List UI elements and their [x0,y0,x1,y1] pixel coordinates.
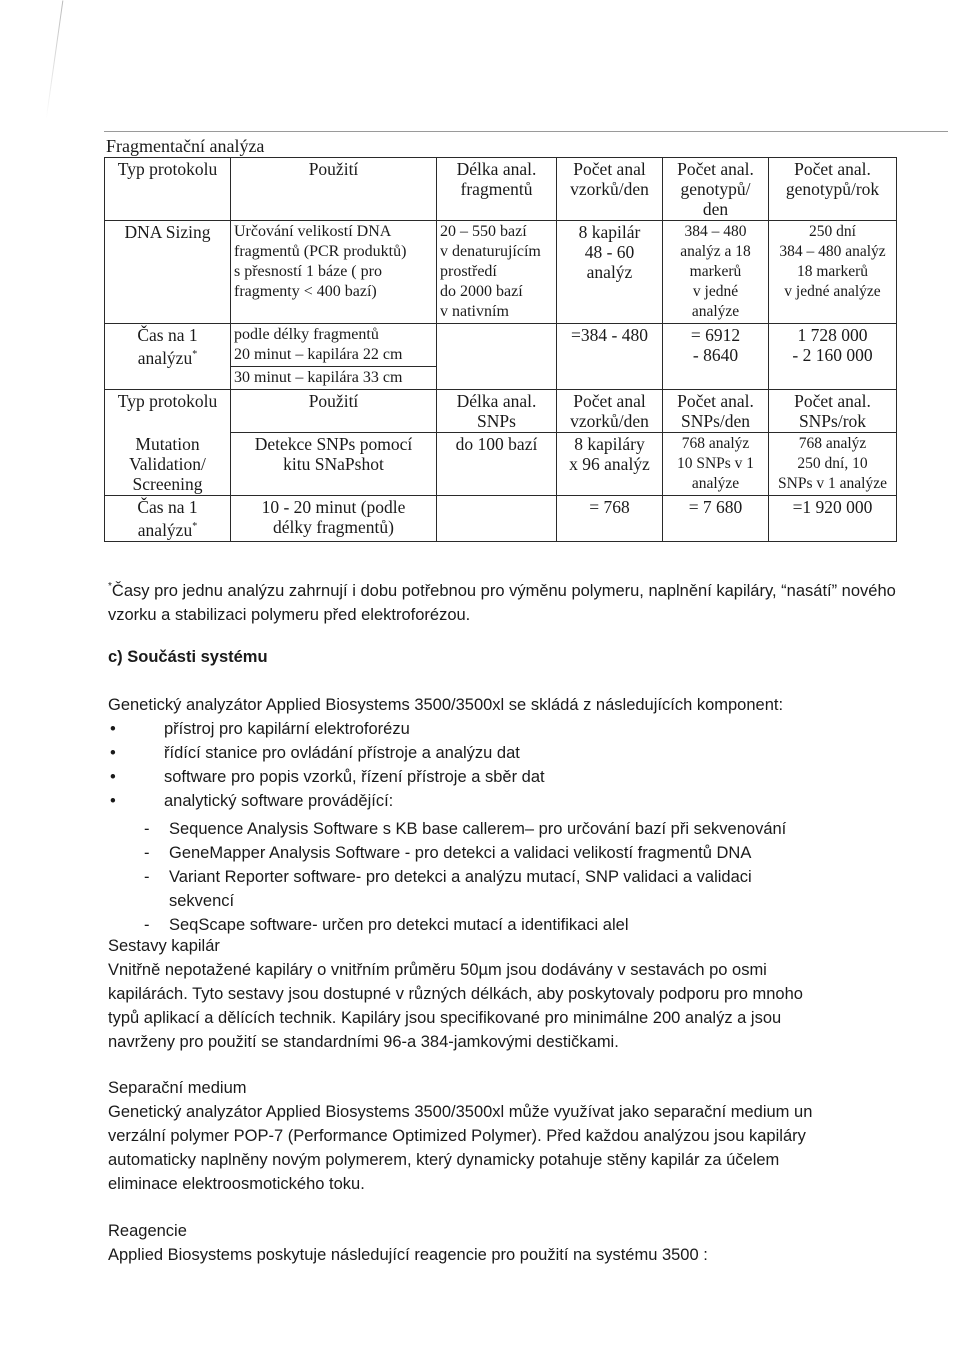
cell-text: - 8640 [692,345,739,365]
cell-text: =1 920 000 [792,497,873,517]
cell-text: SNPs [477,411,516,431]
header-cell [663,158,769,221]
cell-text: markerů [689,263,742,280]
cell-text: 48 - 60 [584,242,635,262]
cell-text: den [702,199,729,219]
cell-text: Typ protokolu [117,159,218,179]
section-heading: c) Součásti systému [108,648,268,666]
table-cell [105,496,231,542]
bullet-icon: • [110,768,116,786]
cell-text: genotypů/rok [785,179,880,199]
bullet-icon: • [110,720,116,738]
header-cell [437,390,557,433]
cell-text: Použití [308,391,359,411]
cell-text: 20 minut – kapilára 22 cm [234,346,403,363]
list-item-text: analytický software provádějící: [164,792,394,810]
table-cell [663,496,769,542]
table-cell [231,324,437,367]
list-item-text: řídící stanice pro ovládání přístroje a analýzu dat [164,744,520,762]
table-cell [769,496,897,542]
table-cell [231,367,437,390]
cell-text: 384 – 480 [684,223,747,240]
table-cell [437,433,557,496]
cell-text: Počet anal [573,159,646,179]
table-caption: Fragmentační analýza [106,136,265,156]
header-cell [105,390,231,433]
cell-text: 30 minut – kapilára 33 cm [234,369,403,386]
header-cell [231,158,437,221]
table-cell [105,433,231,496]
cell-text: 10 SNPs v 1 [676,455,755,472]
table-cell [231,221,437,324]
cell-text: Počet anal. [677,159,754,179]
cell-text: 250 dní [809,223,856,240]
table-row [105,390,897,433]
cell-text: vzorků/den [570,179,649,199]
table-cell [437,496,557,542]
cell-text: SNPs/den [680,411,751,431]
cell-text: - 2 160 000 [792,345,873,365]
cell-text: Počet anal. [794,159,871,179]
footnote-text: Časy pro jednu analýzu zahrnují i dobu potřebnou pro výměnu polymeru, naplnění kapiláry, “nasátí” nového vzorku a stabilizaci polymeru před elektroforézou. [108,582,896,624]
table-cell [557,433,663,496]
table-cell [769,324,897,390]
capillary-paragraph: Vnitřně nepotažené kapiláry o vnitřním průměru 50µm jsou dodávány v sestavách po osmi kapilárách. Tyto sestavy jsou dostupné v různých délkách, aby poskytovaly podporu pro mnoho typů aplikací a dělících technik. Kapiláry jsou specifikované pro minimálne 200 analýz a jsou navrženy pro použití se standardními 96-a 384-jamkovými destičkami. [108,961,803,1051]
cell-text: 18 markerů [796,263,868,280]
cell-text: analýz [586,262,633,282]
cell-text: Určování velikostí DNA [234,223,392,240]
cell-text: do 100 bazí [455,434,538,454]
cell-text: analýze [691,475,740,492]
header-cell [231,390,437,433]
table-cell [663,221,769,324]
medium-paragraph: Genetický analyzátor Applied Biosystems 3500/3500xl může využívat jako separační medium un verzální polymer POP-7 (Performance Optimized Polymer). Před každou analýzou jsou kapiláry automaticky naplněny novým polymerem, který dynamicky potahuje stěny kapilár za účelem eliminace elektroosmotického toku. [108,1103,813,1193]
footnote-marker: * [108,581,112,592]
cell-text: x 96 analýz [569,454,650,474]
cell-text: Typ protokolu [117,391,218,411]
reagent-section [108,1219,938,1267]
cell-text: analýz a 18 [680,243,751,260]
cell-text: Screening [132,473,203,494]
list-item [108,865,938,913]
cell-text: Detekce SNPs pomocí [254,434,413,454]
cell-text: v jedné [692,283,739,300]
cell-text: Počet anal. [794,391,871,411]
cell-text: vzorků/den [570,411,649,431]
footnote-marker: * [192,521,198,532]
cell-text: SNPs v 1 analýze [778,475,887,492]
cell-text: do 2000 bazí [440,283,523,300]
header-cell [557,390,663,433]
cell-text: Mutation [135,433,200,454]
table-cell [769,221,897,324]
table-cell [557,496,663,542]
table-row [105,221,897,324]
cell-text: = 768 [589,497,630,517]
header-rule [104,131,948,132]
list-item [108,741,545,765]
cell-text: analýze [691,303,740,320]
cell-text: 384 – 480 analýz [779,243,886,260]
cell-text: 768 analýz [798,435,867,452]
cell-text: kitu SNaPshot [283,454,384,474]
cell-text: v jedné analýze [784,283,881,300]
list-item-text: software pro popis vzorků, řízení přístroje a sběr dat [164,768,545,786]
cell-text: Použití [308,159,359,179]
cell-text: 8 kapiláry [574,434,645,454]
dash-icon: - [144,820,150,838]
footnote [108,575,938,627]
table-cell [231,433,437,496]
header-cell [769,158,897,221]
cell-text: DNA Sizing [124,222,211,242]
cell-text: Počet anal. [677,391,754,411]
cell-text: fragmenty < 400 bazí) [234,283,377,300]
cell-text: 10 - 20 minut (podle [261,497,406,517]
time-label: analýzu* [137,520,198,540]
bullet-icon: • [110,744,116,762]
cell-text: s přesností 1 báze ( pro [234,263,382,280]
cell-text: fragmentů (PCR produktů) [234,243,407,260]
medium-section [108,1076,853,1196]
list-item-text: Variant Reporter software- pro detekci a analýzu mutací, SNP validaci a validaci sekvencí [169,868,752,910]
software-list [108,817,938,937]
time-label: Čas na 1 [137,325,198,345]
component-list [108,717,545,813]
dash-icon: - [144,868,150,886]
table-cell [437,324,557,390]
table-cell [105,324,231,390]
list-item-text: Sequence Analysis Software s KB base callerem– pro určování bazí při sekvenování [169,820,787,838]
cell-text: 20 – 550 bazí [440,223,527,240]
list-item [108,765,545,789]
table-cell [105,221,231,324]
header-cell [105,158,231,221]
table-cell [437,221,557,324]
cell-text: v denaturujícím [440,243,541,260]
cell-text: 250 dní, 10 [797,455,868,472]
cell-text: podle délky fragmentů [234,326,379,343]
list-item-text: GeneMapper Analysis Software - pro detekci a validaci velikostí fragmentů DNA [169,844,752,862]
capillary-title: Sestavy kapilár [108,937,220,955]
cell-text: fragmentů [460,179,533,199]
table-cell [663,324,769,390]
cell-text: SNPs/rok [798,411,867,431]
list-item [108,789,545,813]
cell-text: Validation/ [129,453,206,474]
cell-text: 768 analýz [681,435,750,452]
reagent-paragraph: Applied Biosystems poskytuje následující reagencie pro použití na systému 3500 : [108,1246,708,1264]
dash-icon: - [144,844,150,862]
header-cell [663,390,769,433]
capillary-section [108,934,828,1054]
list-item-text: SeqScape software- určen pro detekci mutací a identifikaci alel [169,916,629,934]
cell-text: = 6912 [690,325,741,345]
reagent-title: Reagencie [108,1222,187,1240]
cell-text: v nativním [440,303,509,320]
table-row [105,158,897,221]
dash-icon: - [144,916,150,934]
cell-text: prostředí [440,263,497,280]
footnote-marker: * [192,349,198,360]
medium-title: Separační medium [108,1079,247,1097]
cell-text: genotypů/ [680,179,751,199]
cell-text: 8 kapilár [578,222,641,242]
cell-text: = 7 680 [688,497,743,517]
table-row [105,433,897,496]
intro-paragraph: Genetický analyzátor Applied Biosystems 3500/3500xl se skládá z následujících komponent: [108,696,784,714]
bullet-icon: • [110,792,116,810]
table-cell [557,221,663,324]
time-label: Čas na 1 [137,497,198,517]
header-cell [557,158,663,221]
table-cell [231,496,437,542]
cell-text: 1 728 000 [797,325,868,345]
table-row [105,324,897,367]
list-item-text: přístroj pro kapilární elektroforézu [164,720,410,738]
cell-text: Délka anal. [456,159,537,179]
cell-text: délky fragmentů) [273,517,394,537]
time-label: analýzu* [137,348,198,368]
list-item [108,817,938,841]
list-item [108,841,938,865]
header-cell [437,158,557,221]
header-cell [769,390,897,433]
table-cell [663,433,769,496]
table-cell [557,324,663,390]
table-cell [769,433,897,496]
list-item [108,717,545,741]
fragment-analysis-table [104,157,897,542]
scan-fold-line [46,1,64,120]
cell-text: Počet anal [573,391,646,411]
cell-text: Délka anal. [456,391,537,411]
cell-text: =384 - 480 [571,325,648,345]
table-row [105,496,897,542]
